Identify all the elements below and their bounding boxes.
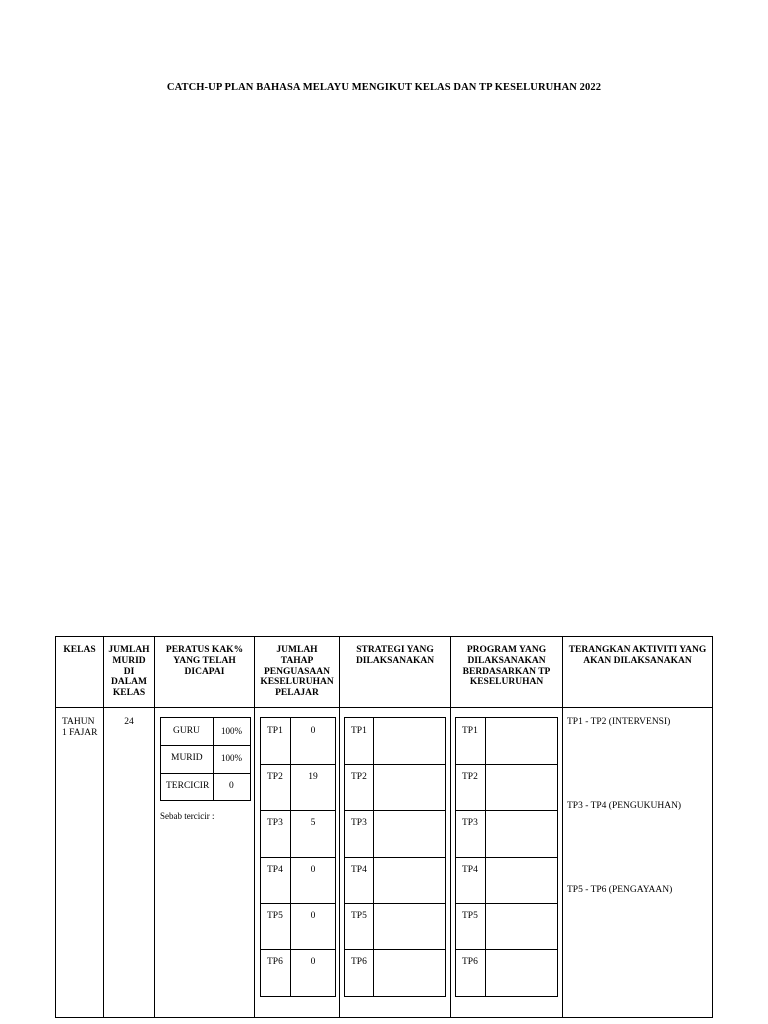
program-tp-label: TP3 [462, 818, 478, 828]
header-jumlah-murid: JUMLAH MURID DI DALAM KELAS [108, 645, 150, 699]
program-tp-label: TP5 [462, 911, 478, 921]
program-subtable [455, 717, 558, 997]
header-program: PROGRAM YANG DILAKSANAKAN BERDASARKAN TP KESELURUHAN [462, 645, 551, 688]
tp-count-value: 0 [310, 957, 316, 967]
program-tp-label: TP2 [462, 772, 478, 782]
strategi-tp-label: TP1 [351, 726, 367, 736]
aktiviti-intervensi: TP1 - TP2 (INTERVENSI) [567, 717, 671, 727]
tp-count-value: 0 [310, 911, 316, 921]
header-peratus: PERATUS KAK% YANG TELAH DICAPAI [165, 645, 244, 677]
header-strategi: STRATEGI YANG DILAKSANAKAN [355, 645, 435, 666]
sebab-tercicir-label: Sebab tercicir : [160, 811, 215, 821]
header-terangkan: TERANGKAN AKTIVITI YANG AKAN DILAKSANAKAN [568, 645, 707, 666]
peratus-value-guru: 100% [221, 726, 242, 736]
tp-count-label: TP6 [267, 957, 283, 967]
strategi-tp-label: TP2 [351, 772, 367, 782]
program-tp-label: TP1 [462, 726, 478, 736]
tp-count-subtable [260, 717, 336, 997]
peratus-label-tercicir: TERCICIR [166, 781, 210, 791]
strategi-subtable [344, 717, 446, 997]
strategi-tp-label: TP3 [351, 818, 367, 828]
peratus-label-murid: MURID [171, 753, 203, 763]
strategi-tp-label: TP4 [351, 865, 367, 875]
tp-count-label: TP2 [267, 772, 283, 782]
peratus-value-tercicir: 0 [229, 781, 234, 791]
program-tp-label: TP6 [462, 957, 478, 967]
tp-count-value: 0 [310, 726, 316, 736]
peratus-value-murid: 100% [221, 753, 242, 763]
tp-count-label: TP4 [267, 865, 283, 875]
tp-count-value: 5 [310, 818, 316, 828]
strategi-tp-label: TP6 [351, 957, 367, 967]
program-tp-label: TP4 [462, 865, 478, 875]
page-title: CATCH-UP PLAN BAHASA MELAYU MENGIKUT KELAS DAN TP KESELURUHAN 2022 [166, 82, 602, 93]
cell-kelas: TAHUN 1 FAJAR [62, 717, 98, 738]
cell-jumlah-murid: 24 [124, 717, 134, 727]
tp-count-label: TP1 [267, 726, 283, 736]
peratus-label-guru: GURU [173, 726, 200, 736]
tp-count-label: TP3 [267, 818, 283, 828]
tp-count-value: 19 [308, 772, 318, 782]
aktiviti-pengayaan: TP5 - TP6 (PENGAYAAN) [567, 885, 673, 895]
header-kelas: KELAS [63, 645, 96, 655]
header-jumlah-tahap: JUMLAH TAHAP PENGUASAAN KESELURUHAN PELAJAR [260, 645, 334, 699]
tp-count-value: 0 [310, 865, 316, 875]
aktiviti-pengukuhan: TP3 - TP4 (PENGUKUHAN) [567, 801, 682, 811]
strategi-tp-label: TP5 [351, 911, 367, 921]
tp-count-label: TP5 [267, 911, 283, 921]
peratus-subtable [160, 717, 251, 801]
